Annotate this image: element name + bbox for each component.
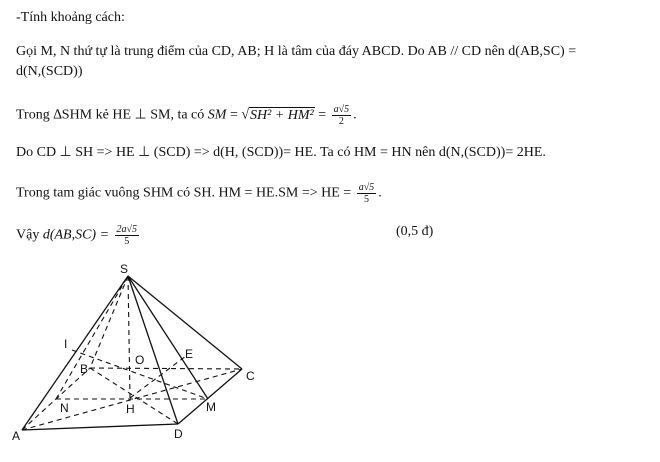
edge-BC <box>90 368 242 369</box>
p2-prefix: Trong ∆SHM kẻ HE ⊥ SM, ta có <box>16 107 208 123</box>
p2-fraction <box>332 104 352 127</box>
p5-den: 5 <box>124 236 130 247</box>
edge-SM <box>128 276 208 399</box>
p4-num: a√5 <box>358 182 375 193</box>
edge-SH <box>128 276 130 398</box>
p2-num: a√5 <box>333 104 350 115</box>
edge-DC <box>178 369 242 424</box>
p5-fraction <box>115 224 140 247</box>
p1-text-a: Gọi M, N thứ tự là trung điểm của CD, AB; H là tâm của đáy ABCD. Do AB // CD nên d(AB,SC) = <box>16 44 577 59</box>
p2-end: . <box>353 107 357 123</box>
paragraph-2 <box>16 104 357 127</box>
heading-text: -Tính khoảng cách: <box>16 10 125 25</box>
p2-lhs: SM <box>207 107 227 123</box>
label-S: S <box>120 262 129 276</box>
p4-text: Trong tam giác vuông SHM có SH. HM = HE.SM => HE = <box>16 185 355 201</box>
p5-num: 2a√5 <box>116 224 138 235</box>
label-C: C <box>246 369 255 383</box>
edge-SD <box>128 276 178 424</box>
edge-SA <box>22 276 128 430</box>
label-A: A <box>12 429 21 443</box>
edge-AD <box>22 424 178 430</box>
label-O: O <box>135 353 145 367</box>
paragraph-5 <box>16 224 646 247</box>
label-B: B <box>80 362 89 376</box>
paragraph-1b <box>16 64 83 80</box>
p5-prefix: Vậy <box>16 227 43 243</box>
p2-radicand: SH² + HM² <box>250 107 314 123</box>
heading <box>16 10 125 26</box>
p4-den: 5 <box>363 194 369 205</box>
label-H: H <box>126 402 135 416</box>
paragraph-3 <box>16 144 546 161</box>
label-E: E <box>185 347 194 361</box>
p1-text-b: d(N,(SCD)) <box>16 64 83 79</box>
p5-expr: d(AB,SC) = <box>42 227 113 243</box>
p2-den: 2 <box>338 116 344 127</box>
p4-fraction <box>357 182 377 205</box>
pyramid-figure <box>0 256 320 462</box>
label-D: D <box>174 427 183 441</box>
p2-eq2: = <box>314 107 330 123</box>
label-M: M <box>206 400 216 414</box>
p4-end: . <box>378 185 382 201</box>
paragraph-4 <box>16 182 382 205</box>
p3-text: Do CD ⊥ SH => HE ⊥ (SCD) => d(H, (SCD))= HE. Ta có HM = HN nên d(N,(SCD))= 2HE. <box>16 145 546 160</box>
label-I: I <box>64 337 68 351</box>
paragraph-1a <box>16 44 576 60</box>
score-label: (0,5 đ) <box>396 224 434 239</box>
p2-eq: = √ <box>226 107 250 123</box>
label-N: N <box>60 401 69 415</box>
